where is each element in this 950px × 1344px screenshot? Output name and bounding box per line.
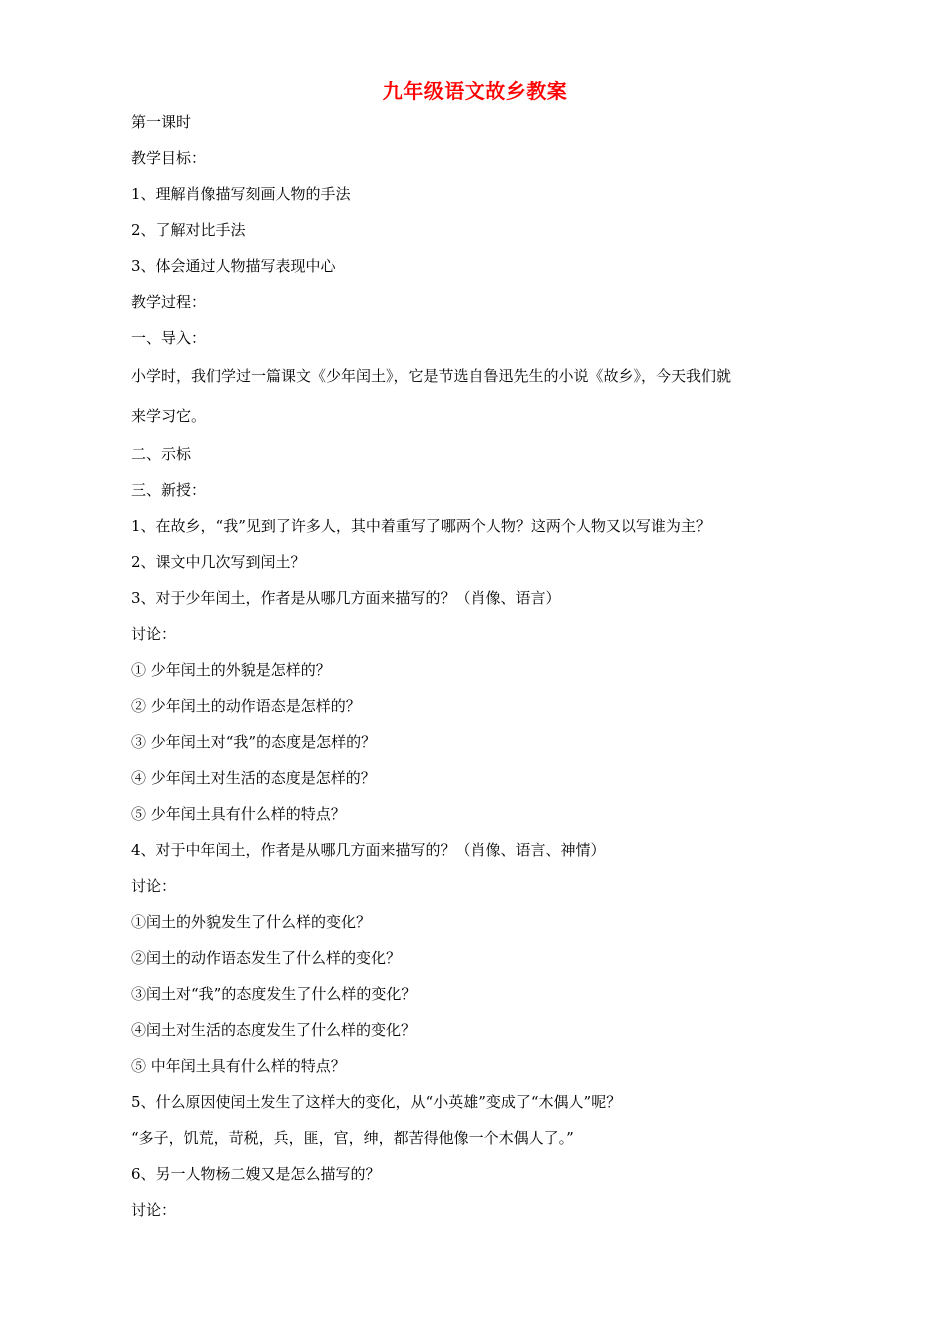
paragraph-objectives-heading: 教学目标：	[131, 149, 207, 167]
list-item: ③闰土对“我”的态度发生了什么样的变化？	[131, 985, 417, 1003]
list-item: ② 少年闰土的动作语态是怎样的？	[131, 697, 361, 715]
list-item: ⑤ 中年闰土具有什么样的特点？	[131, 1057, 346, 1075]
paragraph-intro-heading: 一、导入：	[131, 329, 207, 347]
paragraph-intro-text-1: 小学时，我们学过一篇课文《少年闰土》，它是节选自鲁迅先生的小说《故乡》，今天我们就	[131, 367, 732, 385]
paragraph-discussion-3: 讨论：	[131, 1201, 177, 1219]
paragraph-objective-1: 1、理解肖像描写刻画人物的手法	[131, 185, 351, 203]
paragraph-section-3: 三、新授：	[131, 481, 207, 499]
paragraph-quote: “多子，饥荒，苛税，兵，匪，官，绅，都苦得他像一个木偶人了。”	[131, 1129, 574, 1147]
paragraph-question-4: 4、对于中年闰土，作者是从哪几方面来描写的？（肖像、语言、神情）	[131, 841, 606, 859]
paragraph-question-6: 6、另一人物杨二嫂又是怎么描写的？	[131, 1165, 381, 1183]
paragraph-question-1: 1、在故乡，“我”见到了许多人，其中着重写了哪两个人物？这两个人物又以写谁为主？	[131, 517, 711, 535]
list-item: ⑤ 少年闰土具有什么样的特点？	[131, 805, 346, 823]
paragraph-question-5: 5、什么原因使闰土发生了这样大的变化，从“小英雄”变成了“木偶人”呢？	[131, 1093, 622, 1111]
list-item: ②闰土的动作语态发生了什么样的变化？	[131, 949, 402, 967]
document-title: 九年级语文故乡教案	[382, 79, 568, 103]
paragraph-objective-2: 2、了解对比手法	[131, 221, 246, 239]
paragraph-question-3: 3、对于少年闰土，作者是从哪几方面来描写的？（肖像、语言）	[131, 589, 561, 607]
list-item: ① 少年闰土的外貌是怎样的？	[131, 661, 331, 679]
paragraph-lesson-period: 第一课时	[131, 113, 192, 131]
paragraph-discussion-1: 讨论：	[131, 625, 177, 643]
paragraph-process-heading: 教学过程：	[131, 293, 207, 311]
list-item: ④ 少年闰土对生活的态度是怎样的？	[131, 769, 376, 787]
list-item: ④闰土对生活的态度发生了什么样的变化？	[131, 1021, 417, 1039]
paragraph-section-2: 二、示标	[131, 445, 192, 463]
paragraph-intro-text-2: 来学习它。	[131, 407, 207, 425]
list-item: ③ 少年闰土对“我”的态度是怎样的？	[131, 733, 377, 751]
list-item: ①闰土的外貌发生了什么样的变化？	[131, 913, 372, 931]
document-body	[131, 104, 831, 1228]
paragraph-discussion-2: 讨论：	[131, 877, 177, 895]
paragraph-objective-3: 3、体会通过人物描写表现中心	[131, 257, 336, 275]
paragraph-question-2: 2、课文中几次写到闰土？	[131, 553, 306, 571]
